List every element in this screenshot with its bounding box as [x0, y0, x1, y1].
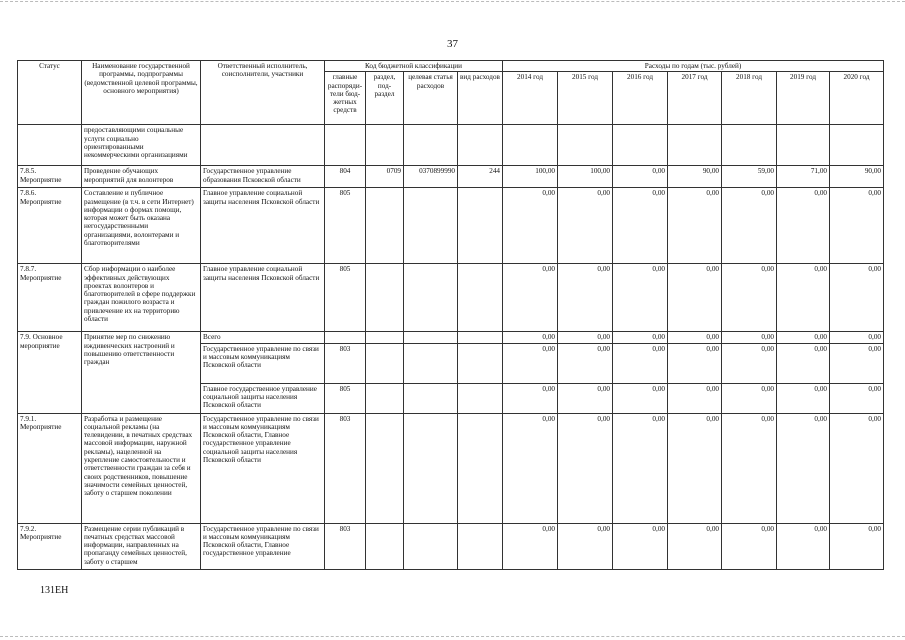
cell-executor [201, 125, 325, 166]
cell-value: 0,00 [503, 343, 558, 383]
cell-target [404, 523, 458, 569]
cell-value: 0,00 [830, 523, 884, 569]
cell-value: 0,00 [503, 413, 558, 523]
cell-value: 90,00 [668, 166, 722, 188]
cell-status: 7.9.1. Мероприятие [18, 413, 82, 523]
header-year: 2015 год [558, 72, 613, 125]
cell-target: 0370899990 [404, 166, 458, 188]
cell-razdel [366, 188, 404, 264]
cell-value: 0,00 [503, 332, 558, 343]
cell-value [722, 125, 777, 166]
cell-value: 0,00 [613, 413, 668, 523]
cell-value: 0,00 [558, 264, 613, 332]
cell-value: 0,00 [722, 188, 777, 264]
cell-status: 7.8.5. Мероприятие [18, 166, 82, 188]
header-budget-code: Код бюджетной классификации [325, 61, 503, 72]
cell-status: 7.8.7. Мероприятие [18, 264, 82, 332]
cell-value: 0,00 [777, 523, 830, 569]
cell-grbs: 805 [325, 383, 366, 413]
cell-value [613, 125, 668, 166]
cell-vid [458, 264, 503, 332]
cell-grbs [325, 332, 366, 343]
cell-value: 0,00 [668, 383, 722, 413]
header-year: 2016 год [613, 72, 668, 125]
header-year: 2014 год [503, 72, 558, 125]
cell-vid [458, 523, 503, 569]
header-year: 2020 год [830, 72, 884, 125]
cell-value [503, 125, 558, 166]
cell-value: 0,00 [558, 343, 613, 383]
cell-value: 0,00 [613, 343, 668, 383]
cell-value: 0,00 [722, 383, 777, 413]
cell-vid [458, 125, 503, 166]
cell-value: 0,00 [830, 264, 884, 332]
cell-razdel [366, 264, 404, 332]
page-number: 37 [447, 38, 458, 50]
header-status: Статус [18, 61, 82, 125]
cell-value: 0,00 [503, 188, 558, 264]
cell-target [404, 125, 458, 166]
cell-status [18, 125, 82, 166]
cell-value: 0,00 [613, 166, 668, 188]
cell-value: 0,00 [830, 413, 884, 523]
cell-grbs: 803 [325, 413, 366, 523]
cell-razdel [366, 413, 404, 523]
cell-target [404, 264, 458, 332]
cell-target [404, 413, 458, 523]
footer-code: 131ЕН [40, 585, 69, 596]
table-row [18, 332, 884, 343]
cell-value: 0,00 [503, 383, 558, 413]
cell-value: 0,00 [558, 332, 613, 343]
cell-executor: Государственное управление по связи и массовым коммуникациям Псковской области [201, 343, 325, 383]
cell-value: 0,00 [722, 413, 777, 523]
table-row [18, 264, 884, 332]
cell-grbs: 805 [325, 264, 366, 332]
cell-value: 0,00 [830, 343, 884, 383]
cell-razdel: 0709 [366, 166, 404, 188]
cell-value: 0,00 [558, 383, 613, 413]
table-row [18, 125, 884, 166]
cell-value: 0,00 [613, 383, 668, 413]
header-grbs: главные распоряди- тели бюд- жетных средств [325, 72, 366, 125]
cell-grbs [325, 125, 366, 166]
cell-status: 7.9. Основное мероприятие [18, 332, 82, 413]
header-executor: Ответственный исполнитель, соисполнители, участники [201, 61, 325, 125]
budget-table [17, 60, 884, 570]
cell-value: 0,00 [722, 343, 777, 383]
cell-value: 0,00 [503, 523, 558, 569]
cell-name: Составление и публичное размещение (в т.ч. в сети Интернет) информации о формах помощи, которая может быть оказана негосударственными организациями, волонтерами и благотворителями [82, 188, 201, 264]
cell-razdel [366, 523, 404, 569]
bottom-edge-line [0, 636, 905, 637]
table-row [18, 166, 884, 188]
cell-name: предоставляющими социальные услуги социально ориентированными некоммерческими организациями [82, 125, 201, 166]
cell-status: 7.9.2. Мероприятие [18, 523, 82, 569]
cell-vid [458, 188, 503, 264]
cell-value: 0,00 [722, 523, 777, 569]
cell-vid: 244 [458, 166, 503, 188]
table-row [18, 188, 884, 264]
cell-value: 0,00 [830, 188, 884, 264]
cell-name: Проведение обучающих мероприятий для волонтеров [82, 166, 201, 188]
cell-name: Разработка и размещение социальной рекламы (на телевидении, в печатных средствах массовой информации, наружной рекламы), нацеленной на укрепление самостоятельности и ответственности граждан за себя и своих родственников, повышение значимости семейных ценностей, заботу о старшем поколении [82, 413, 201, 523]
header-program: Наименование государственной программы, подпрограммы (ведомственной целевой программы, основного мероприятия) [82, 61, 201, 125]
header-year: 2019 год [777, 72, 830, 125]
header-expenses: Расходы по годам (тыс. рублей) [503, 61, 884, 72]
cell-value: 0,00 [613, 188, 668, 264]
cell-value: 0,00 [830, 332, 884, 343]
cell-value: 0,00 [722, 264, 777, 332]
header-year: 2018 год [722, 72, 777, 125]
cell-value: 0,00 [722, 332, 777, 343]
cell-value: 0,00 [613, 264, 668, 332]
cell-value: 0,00 [777, 383, 830, 413]
cell-grbs: 803 [325, 523, 366, 569]
table-row [18, 413, 884, 523]
cell-target [404, 188, 458, 264]
cell-value: 71,00 [777, 166, 830, 188]
cell-value: 0,00 [777, 188, 830, 264]
cell-value: 0,00 [558, 188, 613, 264]
cell-value: 0,00 [777, 343, 830, 383]
cell-grbs: 804 [325, 166, 366, 188]
cell-value: 0,00 [558, 413, 613, 523]
cell-value: 0,00 [668, 413, 722, 523]
cell-value: 0,00 [668, 523, 722, 569]
cell-executor: Государственное управление по связи и массовым коммуникациям Псковской области, Главное государственное управление [201, 523, 325, 569]
cell-value: 0,00 [668, 332, 722, 343]
cell-value: 0,00 [777, 332, 830, 343]
cell-name: Принятие мер по снижению иждивенческих настроений и повышению ответственности граждан [82, 332, 201, 413]
cell-executor: Всего [201, 332, 325, 343]
cell-value: 0,00 [777, 413, 830, 523]
cell-grbs: 805 [325, 188, 366, 264]
cell-vid [458, 413, 503, 523]
cell-value: 0,00 [613, 523, 668, 569]
cell-value [668, 125, 722, 166]
cell-executor: Главное государственное управление социальной защиты населения Псковской области [201, 383, 325, 413]
cell-grbs: 803 [325, 343, 366, 383]
cell-name: Сбор информации о наиболее эффективных действующих проектах волонтеров и благотворителей в сфере поддержки граждан пожилого возраста и привлечение их на территорию области [82, 264, 201, 332]
cell-value: 0,00 [668, 264, 722, 332]
cell-value: 0,00 [777, 264, 830, 332]
cell-executor: Главное управление социальной защиты населения Псковской области [201, 188, 325, 264]
header-target: целевая статья расходов [404, 72, 458, 125]
header-razdel: раздел, под- раздел [366, 72, 404, 125]
cell-name: Размещение серии публикаций в печатных средствах массовой информации, направленных на пропаганду семейных ценностей, заботу о старшем [82, 523, 201, 569]
cell-value: 0,00 [668, 188, 722, 264]
cell-value: 59,00 [722, 166, 777, 188]
cell-value: 90,00 [830, 166, 884, 188]
header-year: 2017 год [668, 72, 722, 125]
cell-value: 0,00 [503, 264, 558, 332]
cell-status: 7.8.6. Мероприятие [18, 188, 82, 264]
cell-value: 0,00 [668, 343, 722, 383]
cell-executor: Главное управление социальной защиты населения Псковской области [201, 264, 325, 332]
cell-value [777, 125, 830, 166]
header-vid: вид расходов [458, 72, 503, 125]
cell-value: 0,00 [613, 332, 668, 343]
table-row [18, 523, 884, 569]
cell-executor: Государственное управление по связи и массовым коммуникациям Псковской области, Главное государственное управление социальной защиты населения Псковской области [201, 413, 325, 523]
cell-value [830, 125, 884, 166]
cell-value: 100,00 [558, 166, 613, 188]
cell-razdel [366, 125, 404, 166]
cell-executor: Государственное управление образования Псковской области [201, 166, 325, 188]
cell-value [558, 125, 613, 166]
cell-value: 100,00 [503, 166, 558, 188]
top-edge-line [0, 1, 905, 2]
cell-value: 0,00 [830, 383, 884, 413]
cell-value: 0,00 [558, 523, 613, 569]
